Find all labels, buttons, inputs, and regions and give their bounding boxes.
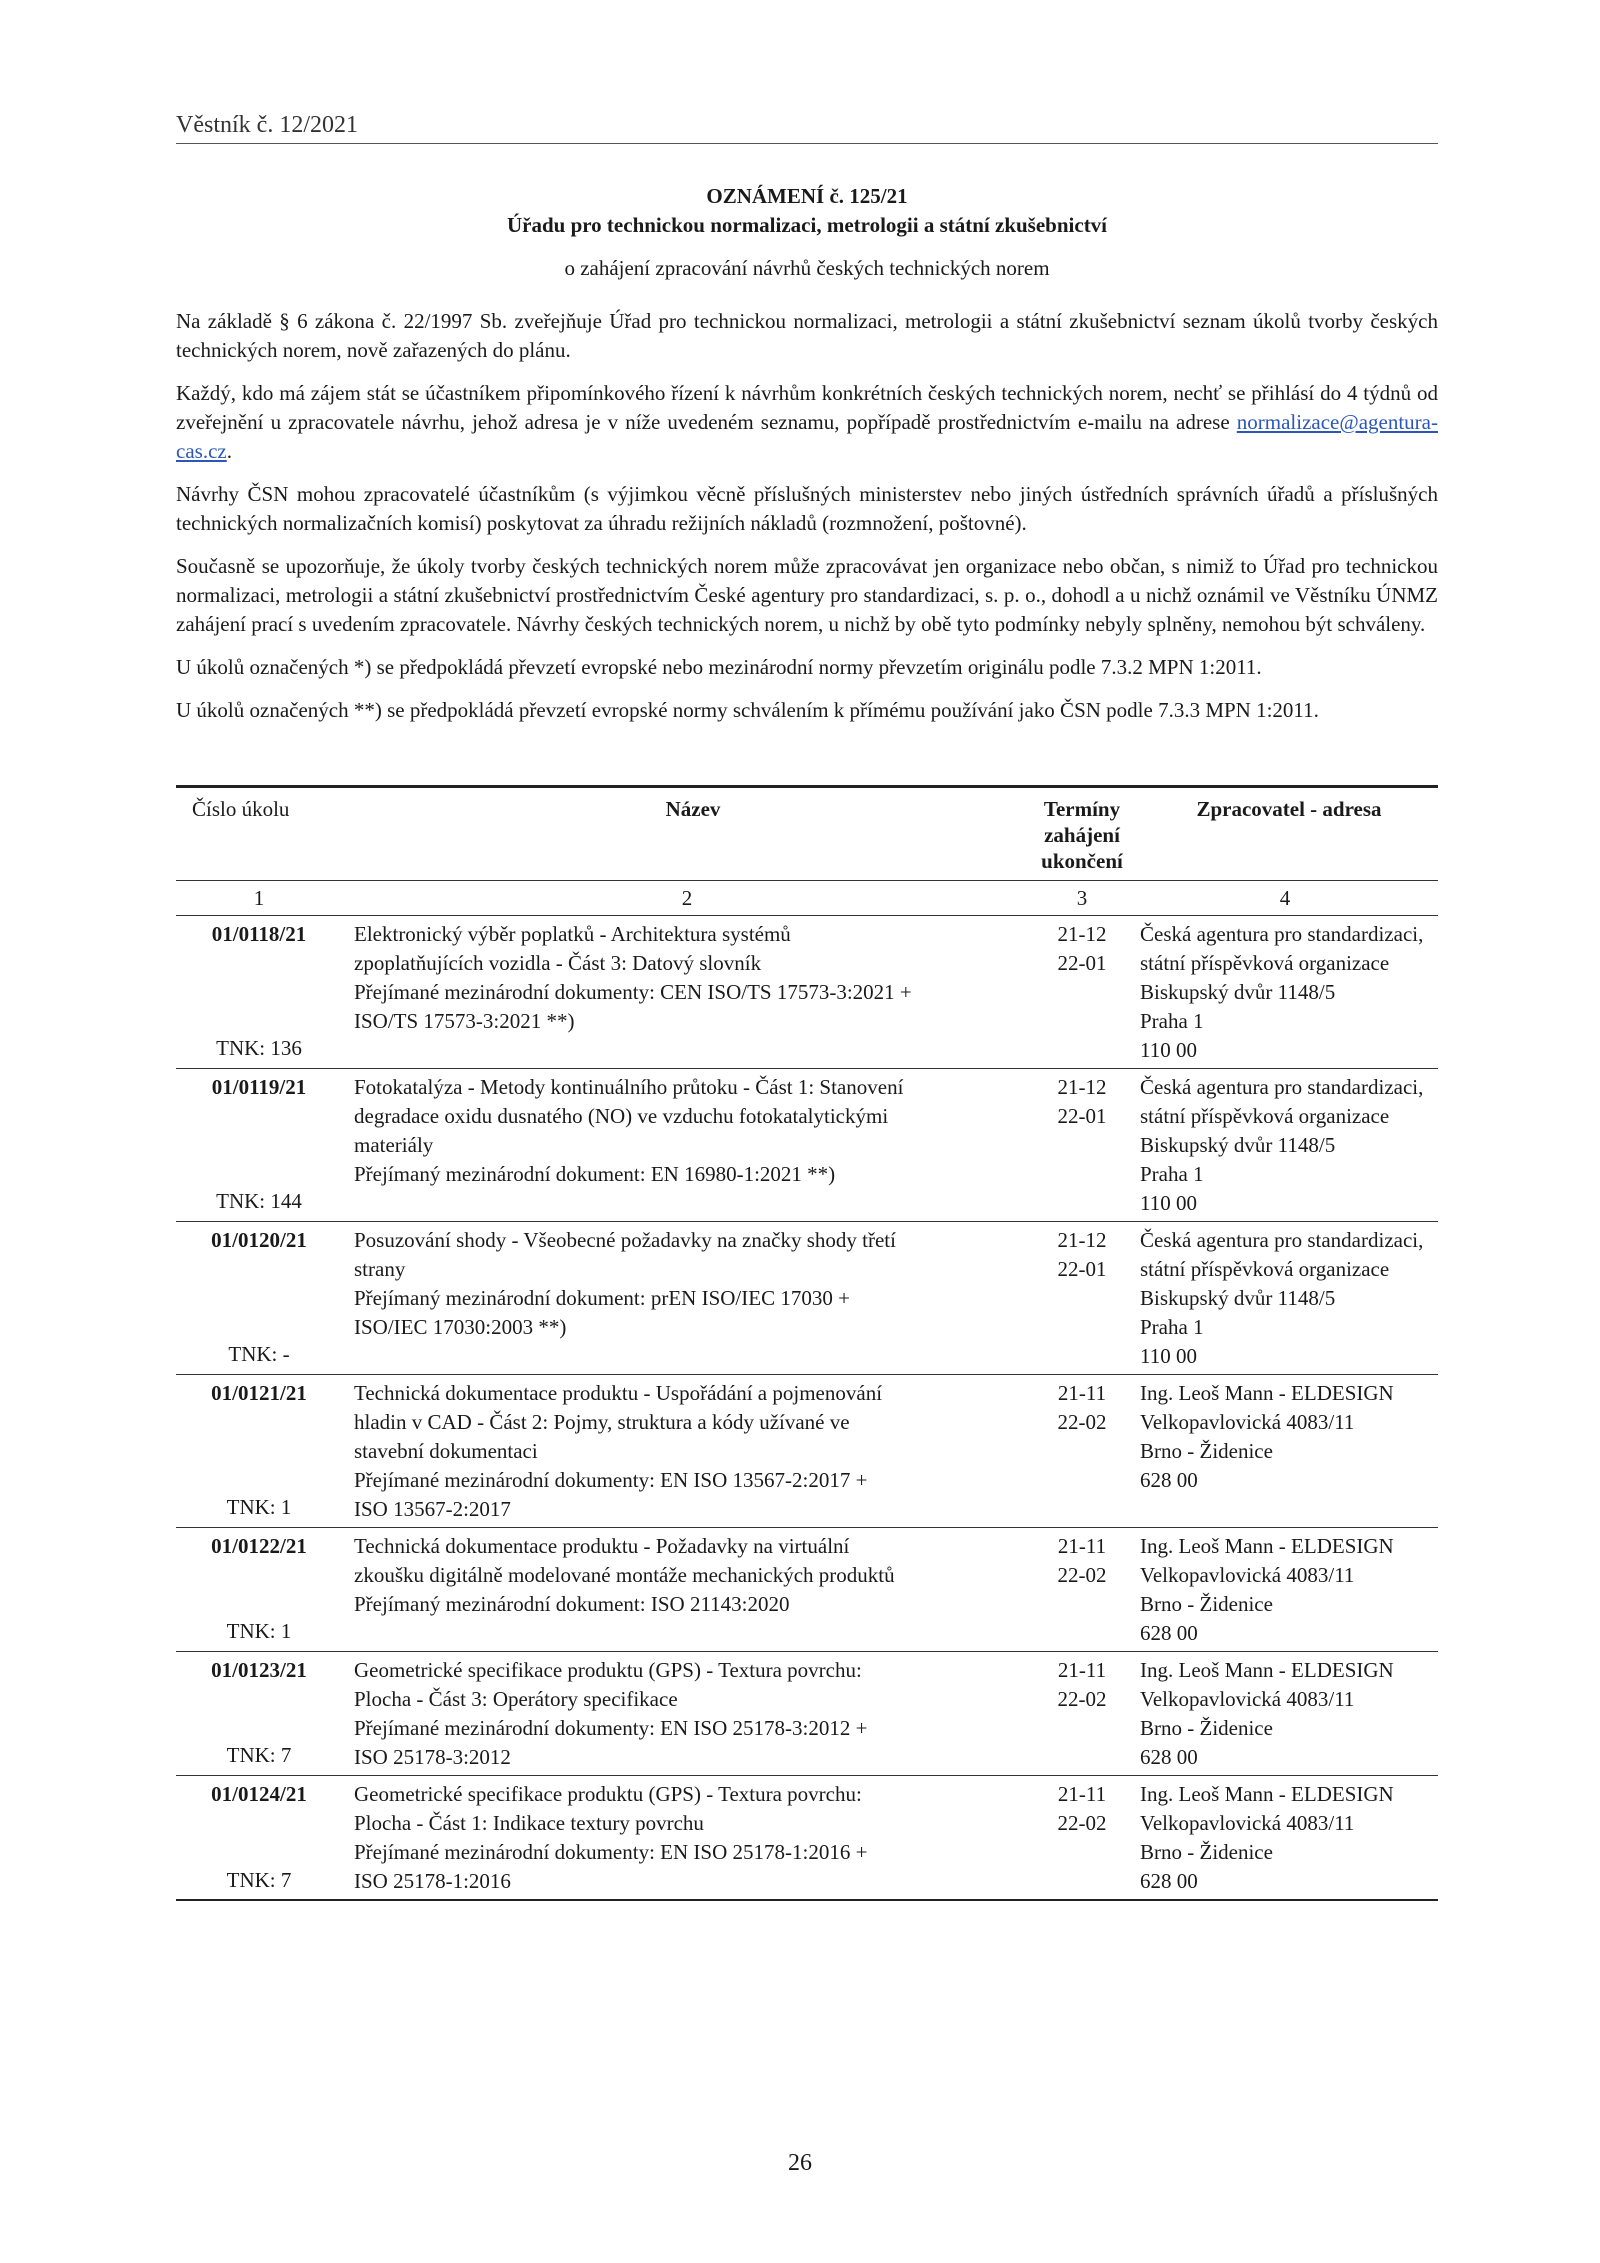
task-title-line: hladin v CAD - Část 2: Pojmy, struktura a kódy užívané ve — [354, 1410, 850, 1434]
task-processor-cell — [1132, 1652, 1438, 1776]
task-title-cell — [342, 1069, 1032, 1222]
task-start-date: 21-11 — [1057, 1381, 1107, 1405]
task-end-date: 22-02 — [1057, 1410, 1107, 1434]
task-address-line: Česká agentura pro standardizaci, — [1140, 1075, 1424, 1099]
task-title-line: degradace oxidu dusnatého (NO) ve vzduchu fotokatalytickými — [354, 1104, 889, 1128]
task-number-cell — [176, 916, 342, 1069]
task-number-cell — [176, 1069, 342, 1222]
column-number: 4 — [1279, 886, 1291, 910]
task-address-line: Velkopavlovická 4083/11 — [1140, 1410, 1355, 1434]
header-dates-line3: ukončení — [1041, 849, 1123, 873]
page-number: 26 — [788, 2150, 812, 2176]
task-tnk: TNK: 7 — [226, 1743, 292, 1767]
task-title-cell — [342, 1375, 1032, 1528]
task-title-line: materiály — [354, 1133, 434, 1157]
task-end-date: 22-01 — [1057, 951, 1107, 975]
task-processor-cell — [1132, 916, 1438, 1069]
task-number-cell — [176, 1375, 342, 1528]
task-id: 01/0122/21 — [211, 1534, 307, 1558]
task-dates-cell — [1032, 1222, 1132, 1375]
task-address-line: Praha 1 — [1140, 1315, 1204, 1339]
task-address-line: Brno - Židenice — [1140, 1716, 1273, 1740]
task-title-cell — [342, 916, 1032, 1069]
task-address-line: 628 00 — [1140, 1621, 1198, 1645]
task-title-line: Přejímané mezinárodní dokumenty: EN ISO 13567-2:2017 + — [354, 1468, 868, 1492]
task-rows — [176, 916, 1438, 1901]
task-end-date: 22-02 — [1057, 1563, 1107, 1587]
task-title-line: Přejímaný mezinárodní dokument: EN 16980-1:2021 **) — [354, 1162, 836, 1186]
task-address-line: Biskupský dvůr 1148/5 — [1140, 1286, 1336, 1310]
task-dates-cell — [1032, 1776, 1132, 1901]
task-address-line: Praha 1 — [1140, 1009, 1204, 1033]
task-id: 01/0123/21 — [211, 1658, 307, 1682]
document-page — [176, 112, 1438, 1901]
task-dates-cell — [1032, 1528, 1132, 1652]
table-row — [176, 916, 1438, 1069]
task-title-line: Technická dokumentace produktu - Požadavky na virtuální — [354, 1534, 850, 1558]
table-row — [176, 1528, 1438, 1652]
header-dates-line1: Termíny — [1043, 797, 1121, 821]
paragraph-participation-end: . — [226, 439, 232, 463]
header-dates-line2: zahájení — [1044, 823, 1120, 847]
task-address-line: Velkopavlovická 4083/11 — [1140, 1563, 1355, 1587]
task-id: 01/0121/21 — [211, 1381, 307, 1405]
task-address-line: Velkopavlovická 4083/11 — [1140, 1811, 1355, 1835]
task-address-line: Brno - Židenice — [1140, 1592, 1273, 1616]
task-address-line: Ing. Leoš Mann - ELDESIGN — [1140, 1782, 1394, 1806]
task-title-line: Posuzování shody - Všeobecné požadavky na značky shody třetí — [354, 1228, 896, 1252]
table-row — [176, 1069, 1438, 1222]
task-number-cell — [176, 1776, 342, 1901]
task-title-line: Přejímané mezinárodní dokumenty: CEN ISO/TS 17573-3:2021 + — [354, 980, 912, 1004]
task-title-line: stavební dokumentaci — [354, 1439, 538, 1463]
task-number-stack — [176, 1656, 342, 1770]
announcement-number: OZNÁMENÍ č. 125/21 — [706, 184, 908, 208]
column-number: 2 — [681, 886, 693, 910]
paragraph-drafts: Návrhy ČSN mohou zpracovatelé účastníkům (s výjimkou věcně příslušných ministerstev nebo jiných ústředních správních úřadů a příslušných technických normalizačních komisí) poskytovat za úhradu režijních nákladů (rozmnožení, poštovné). — [176, 482, 1438, 535]
task-address-line: 628 00 — [1140, 1869, 1198, 1893]
paragraph-participation — [176, 379, 1438, 466]
task-start-date: 21-11 — [1057, 1534, 1107, 1558]
running-head: Věstník č. 12/2021 — [176, 112, 1438, 144]
task-address-line: Velkopavlovická 4083/11 — [1140, 1687, 1355, 1711]
paragraph-note-single-star: U úkolů označených *) se předpokládá převzetí evropské nebo mezinárodní normy převzetím originálu podle 7.3.2 MPN 1:2011. — [176, 655, 1262, 679]
task-number-stack — [176, 1379, 342, 1522]
task-end-date: 22-01 — [1057, 1104, 1107, 1128]
announcement-issuer: Úřadu pro technickou normalizaci, metrologii a státní zkušebnictví — [506, 213, 1108, 237]
header-dates — [1032, 787, 1132, 881]
paragraph-participation-text: Každý, kdo má zájem stát se účastníkem připomínkového řízení k návrhům konkrétních českých technických norem, nechť se přihlásí do 4 týdnů od zveřejnění u zpracovatele návrhu, jehož adresa je v níže uvedeném seznamu, popřípadě prostřednictvím e-mailu na adrese — [176, 381, 1438, 434]
header-task-number: Číslo úkolu — [192, 797, 290, 821]
task-number-stack — [176, 1226, 342, 1369]
task-address-line: Biskupský dvůr 1148/5 — [1140, 980, 1336, 1004]
task-address-line: státní příspěvková organizace — [1140, 1104, 1390, 1128]
task-end-date: 22-02 — [1057, 1687, 1107, 1711]
task-title-cell — [342, 1652, 1032, 1776]
task-title-line: ISO 13567-2:2017 — [354, 1497, 511, 1521]
task-title-cell — [342, 1222, 1032, 1375]
task-tnk: TNK: 1 — [226, 1619, 292, 1643]
task-number-stack — [176, 1780, 342, 1895]
task-end-date: 22-02 — [1057, 1811, 1107, 1835]
task-id: 01/0124/21 — [211, 1782, 307, 1806]
task-title-line: Plocha - Část 3: Operátory specifikace — [354, 1687, 678, 1711]
task-start-date: 21-12 — [1057, 1228, 1107, 1252]
task-dates-cell — [1032, 916, 1132, 1069]
task-address-line: Ing. Leoš Mann - ELDESIGN — [1140, 1381, 1394, 1405]
task-address-line: Česká agentura pro standardizaci, — [1140, 1228, 1424, 1252]
header-title: Název — [665, 797, 721, 821]
task-address-line: Ing. Leoš Mann - ELDESIGN — [1140, 1658, 1394, 1682]
task-number-cell — [176, 1652, 342, 1776]
tasks-table — [176, 785, 1438, 1901]
task-title-line: Plocha - Část 1: Indikace textury povrchu — [354, 1811, 704, 1835]
table-row — [176, 1776, 1438, 1901]
column-numbers-row — [176, 881, 1438, 916]
task-dates-cell — [1032, 1069, 1132, 1222]
table-header-row — [176, 787, 1438, 881]
task-address-line: Biskupský dvůr 1148/5 — [1140, 1133, 1336, 1157]
task-address-line: Brno - Židenice — [1140, 1840, 1273, 1864]
task-address-line: 628 00 — [1140, 1468, 1198, 1492]
task-title-line: Geometrické specifikace produktu (GPS) - Textura povrchu: — [354, 1658, 862, 1682]
task-processor-cell — [1132, 1528, 1438, 1652]
task-processor-cell — [1132, 1069, 1438, 1222]
task-title-line: ISO/IEC 17030:2003 **) — [354, 1315, 567, 1339]
task-title-line: ISO 25178-1:2016 — [354, 1869, 511, 1893]
announcement-title — [176, 182, 1438, 240]
task-title-line: zpoplatňujících vozidla - Část 3: Datový slovník — [354, 951, 762, 975]
email-link[interactable]: normalizace@agentura-cas.cz — [176, 410, 1438, 463]
task-processor-cell — [1132, 1222, 1438, 1375]
task-number-cell — [176, 1222, 342, 1375]
table-row — [176, 1222, 1438, 1375]
task-address-line: Brno - Židenice — [1140, 1439, 1273, 1463]
task-id: 01/0120/21 — [211, 1228, 307, 1252]
task-start-date: 21-11 — [1057, 1782, 1107, 1806]
task-address-line: Praha 1 — [1140, 1162, 1204, 1186]
announcement-subtitle: o zahájení zpracování návrhů českých technických norem — [564, 256, 1050, 280]
task-start-date: 21-12 — [1057, 922, 1107, 946]
task-id: 01/0118/21 — [211, 922, 307, 946]
task-address-line: státní příspěvková organizace — [1140, 951, 1390, 975]
task-number-cell — [176, 1528, 342, 1652]
task-address-line: 628 00 — [1140, 1745, 1198, 1769]
task-title-line: Technická dokumentace produktu - Uspořádání a pojmenování — [354, 1381, 883, 1405]
task-address-line: Ing. Leoš Mann - ELDESIGN — [1140, 1534, 1394, 1558]
task-end-date: 22-01 — [1057, 1257, 1107, 1281]
task-tnk: TNK: 1 — [226, 1495, 292, 1519]
task-number-stack — [176, 920, 342, 1063]
task-tnk: TNK: 136 — [216, 1036, 302, 1060]
task-tnk: TNK: - — [228, 1342, 290, 1366]
task-title-line: Přejímané mezinárodní dokumenty: EN ISO 25178-3:2012 + — [354, 1716, 868, 1740]
task-address-line: 110 00 — [1140, 1191, 1197, 1215]
task-title-line: ISO 25178-3:2012 — [354, 1745, 511, 1769]
task-dates-cell — [1032, 1652, 1132, 1776]
task-title-line: Přejímané mezinárodní dokumenty: EN ISO 25178-1:2016 + — [354, 1840, 868, 1864]
task-title-line: strany — [354, 1257, 406, 1281]
table-row — [176, 1375, 1438, 1528]
task-id: 01/0119/21 — [211, 1075, 307, 1099]
task-address-line: státní příspěvková organizace — [1140, 1257, 1390, 1281]
task-tnk: TNK: 144 — [216, 1189, 302, 1213]
task-start-date: 21-12 — [1057, 1075, 1107, 1099]
task-dates-cell — [1032, 1375, 1132, 1528]
task-title-line: zkoušku digitálně modelované montáže mechanických produktů — [354, 1563, 895, 1587]
paragraph-notice: Současně se upozorňuje, že úkoly tvorby českých technických norem může zpracovávat jen organizace nebo občan, s nimiž to Úřad pro technickou normalizaci, metrologii a státní zkušebnictví prostřednictvím České agentury pro standardizaci, s. p. o., dohodl a u nichž oznámil ve Věstníku ÚNMZ zahájení prací s uvedením zpracovatele. Návrhy českých technických norem, u nichž by obě tyto podmínky nebyly splněny, nemohou být schváleny. — [176, 554, 1438, 636]
task-title-cell — [342, 1528, 1032, 1652]
task-address-line: 110 00 — [1140, 1344, 1197, 1368]
task-address-line: Česká agentura pro standardizaci, — [1140, 922, 1424, 946]
task-title-line: Elektronický výběr poplatků - Architektura systémů — [354, 922, 791, 946]
task-start-date: 21-11 — [1057, 1658, 1107, 1682]
task-title-line: Geometrické specifikace produktu (GPS) - Textura povrchu: — [354, 1782, 862, 1806]
task-number-stack — [176, 1073, 342, 1216]
paragraph-legal-basis: Na základě § 6 zákona č. 22/1997 Sb. zveřejňuje Úřad pro technickou normalizaci, metrologii a státní zkušebnictví seznam úkolů tvorby českých technických norem, nově zařazených do plánu. — [176, 309, 1438, 362]
task-title-line: Fotokatalýza - Metody kontinuálního průtoku - Část 1: Stanovení — [354, 1075, 904, 1099]
header-processor: Zpracovatel - adresa — [1196, 797, 1382, 821]
task-number-stack — [176, 1532, 342, 1646]
task-title-line: ISO/TS 17573-3:2021 **) — [354, 1009, 575, 1033]
task-title-line: Přejímaný mezinárodní dokument: ISO 21143:2020 — [354, 1592, 790, 1616]
column-number: 1 — [253, 886, 265, 910]
table-row — [176, 1652, 1438, 1776]
task-title-cell — [342, 1776, 1032, 1901]
task-processor-cell — [1132, 1375, 1438, 1528]
task-title-line: Přejímaný mezinárodní dokument: prEN ISO/IEC 17030 + — [354, 1286, 850, 1310]
task-processor-cell — [1132, 1776, 1438, 1901]
task-address-line: 110 00 — [1140, 1038, 1197, 1062]
column-number: 3 — [1076, 886, 1088, 910]
task-tnk: TNK: 7 — [226, 1867, 292, 1892]
paragraph-note-double-star: U úkolů označených **) se předpokládá převzetí evropské normy schválením k přímému používání jako ČSN podle 7.3.3 MPN 1:2011. — [176, 698, 1319, 722]
